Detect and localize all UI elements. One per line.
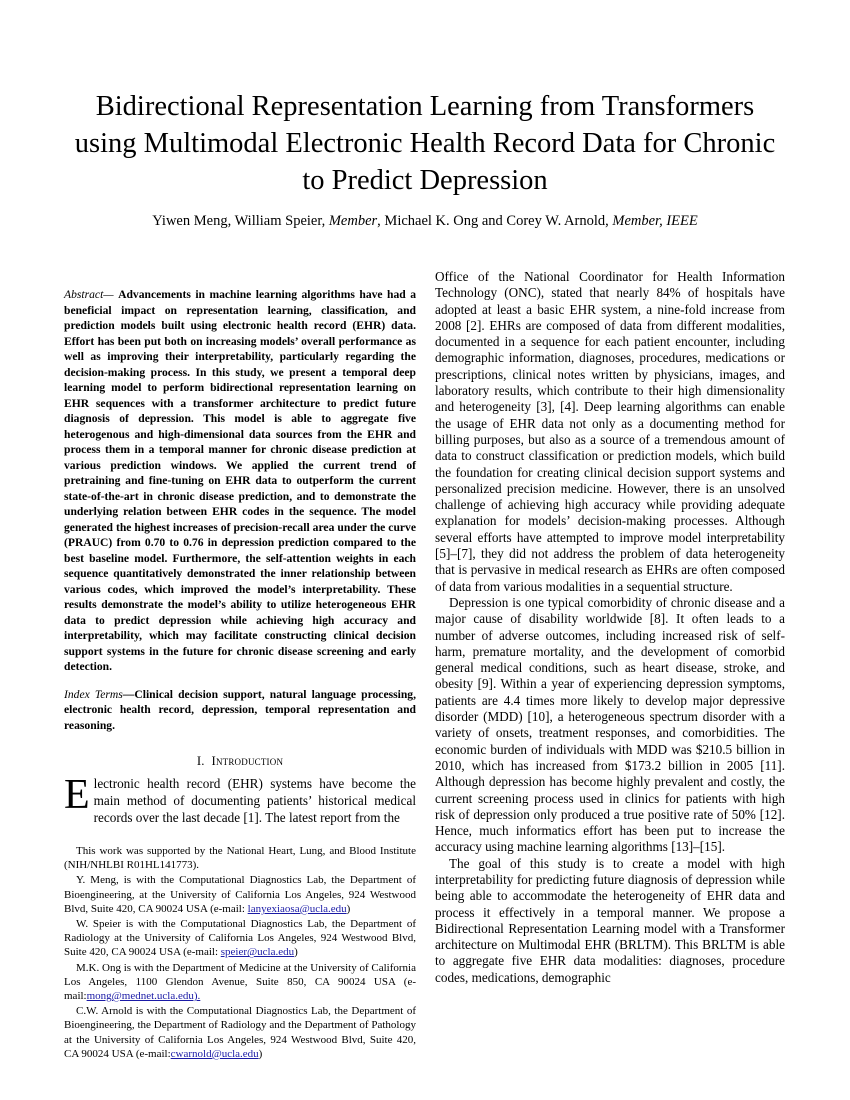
intro-paragraph [64, 772, 416, 826]
email-link-speier[interactable]: speier@ucla.edu [220, 946, 295, 959]
authors-part-2: , Michael K. Ong and Corey W. Arnold, [377, 213, 613, 229]
section-number: I. [196, 754, 205, 768]
footnote-meng [64, 873, 416, 916]
email-link-meng[interactable]: lanyexiaosa@ucla.edu [247, 902, 347, 915]
footnote-funding-text: This work was supported by the National Heart, Lung, and Blood Institute (NIH/NHLBI R01HL141773). [64, 845, 416, 872]
intro-text: lectronic health record (EHR) systems have become the main method of documenting patients’ historical medical records over the last decade [1]. The latest report from the [93, 776, 416, 825]
footnotes [64, 844, 416, 1061]
footnote-speier-end: ) [294, 946, 298, 959]
authors-part-1: Yiwen Meng, William Speier, [152, 213, 329, 229]
section-heading-introduction [64, 753, 416, 769]
abstract-dash: — [103, 288, 119, 301]
body-paragraph: The goal of this study is to create a model with high interpretability for predicting future diagnosis of depression while being able to accommodate the heterogeneity of EHR data and process it effectively in a temporal manner. We propose a Bidirectional Representation Learning model with a Transformer architecture on Multimodal EHR (BRLTM). This BRLTM is able to aggregate five EHR data modalities: diagnoses, procedure codes, medications, demographic [435, 855, 785, 985]
author-line [60, 212, 790, 230]
footnote-arnold-end: ) [258, 1047, 263, 1060]
body-paragraph: Depression is one typical comorbidity of chronic disease and a major cause of disability worldwide [8]. It often leads to a number of adverse outcomes, including increased risk of self-harm, premature mortality, and the development of comorbid general medical conditions, such as heart disease, stroke, and obesity [9]. Within a year of experiencing depression symptoms, patients are 4.4 times more likely to develop major depressive disorder (MDD) [10], a heterogeneous spectrum disorder with a variety of onsets, treatment responses, and comorbidities. The economic burden of individuals with MDD was $210.5 billion in 2010, which has increased from $173.2 billion in 2005 [11]. Although depression has become highly prevalent and costly, the current screening process used in clinics for patients with high risk of depression only produced a true positive rate of 50% [12]. Hence, much informatics effort has been put to increase the accuracy using machine learning algorithms [13]–[15]. [435, 594, 785, 855]
footnote-speier-text: W. Speier is with the Computational Diagnostics Lab, the Department of Radiology at the University of California Los Angeles, 924 Westwood Blvd, Suite 420, CA 90024 USA (e-mail: [64, 918, 416, 959]
email-link-arnold[interactable]: cwarnold@ucla.edu [170, 1047, 259, 1060]
abstract [64, 287, 416, 675]
index-terms [64, 687, 416, 734]
index-terms-label: Index Terms [64, 687, 123, 701]
right-column [435, 269, 785, 986]
body-text [435, 269, 785, 986]
section-title: Introduction [211, 754, 284, 768]
footnote-speier [64, 917, 416, 960]
body-paragraph: Office of the National Coordinator for Health Information Technology (ONC), stated that nearly 84% of hospitals have adopted at least a basic EHR system, a nine-fold increase from 2008 [2]. EHRs are composed of data from different modalities, documented in a sequence for each patient encounter, including demographic information, diagnoses, procedures, medications or prescriptions, clinical notes written by physicians, images, and laboratory results, which contribute to their high dimensionality and heterogeneity [3], [4]. Deep learning algorithms can enable the usage of EHR data not only as a documenting method for billing purposes, but also as a source of a tremendous amount of data to construct classification or prediction models, which build the foundation for creating clinical decision support systems and personalized precision medicine. However, there is an unsolved challenge of achieving high accuracy while providing adequate explanation for models’ decision-making processes. Although several efforts have attempted to improve model interpretability [5]–[7], they did not address the problem of data heterogeneity that is pervasive in medical research as EHRs are often composed of data from various modalities in a sequential structure. [435, 269, 785, 594]
index-terms-text: Clinical decision support, natural language processing, electronic health record, depression, temporal representation and reasoning. [64, 687, 416, 732]
left-column [64, 287, 416, 1062]
email-link-ong[interactable]: mong@mednet.ucla.edu). [86, 990, 201, 1003]
author-role-2: Member, IEEE [612, 213, 698, 229]
author-role-1: Member [328, 213, 378, 229]
footnote-ong [64, 961, 416, 1004]
footnote-ong-text: M.K. Ong is with the Department of Medicine at the University of California Los Angeles, 1100 Glendon Avenue, Suite 850, CA 90024 USA (e-mail: [64, 961, 416, 1003]
footnote-funding [64, 844, 416, 872]
abstract-label: Abstract [64, 288, 104, 301]
index-terms-dash: — [122, 687, 135, 701]
footnote-meng-text: Y. Meng, is with the Computational Diagnostics Lab, the Department of Bioengineering, at the University of California Los Angeles, 924 Westwood Blvd, Suite 420, CA 90024 USA (e-mail: [64, 874, 416, 915]
paper-title: Bidirectional Representation Learning from Transformers using Multimodal Electronic Health Record Data for Chronic to Predict Depression [74, 91, 776, 196]
footnote-arnold [64, 1004, 416, 1061]
drop-cap: E [64, 772, 90, 818]
footnote-meng-end: ) [346, 902, 351, 915]
footnote-arnold-text: C.W. Arnold is with the Computational Diagnostics Lab, the Department of Bioengineering, the Department of Radiology and the Department of Pathology at the University of California Los Angeles, 924 Westwood Blvd, Suite 420, CA 90024 USA (e-mail: [64, 1005, 416, 1060]
abstract-text: Advancements in machine learning algorithms have had a beneficial impact on representation learning, classification, and prediction models built using electronic health record (EHR) data. Effort has been put both on increasing models’ overall performance as well as improving their interpretability, particularly regarding the decision-making process. In this study, we present a temporal deep learning model to perform bidirectional representation learning on EHR sequences with a transformer architecture to predict future diagnosis of depression. This model is able to aggregate five heterogenous and high-dimensional data sources from the EHR and process them in a temporal manner for chronic disease prediction at various prediction windows. We applied the current trend of pretraining and fine-tuning on EHR data to outperform the current state-of-the-art in chronic disease prediction, and to demonstrate the underlying relation between EHR codes in the sequence. The model generated the highest increases of precision-recall area under the curve (PRAUC) from 0.70 to 0.76 in depression prediction compared to the best baseline model. Furthermore, the self-attention weights in each sequence quantitatively demonstrated the inner relationship between various codes, which improved the model’s interpretability. These results demonstrate the model’s ability to utilize heterogeneous EHR data to predict depression while achieving high accuracy and interpretability, which may facilitate constructing clinical decision support systems in the future for chronic disease screening and early detection. [64, 288, 416, 673]
